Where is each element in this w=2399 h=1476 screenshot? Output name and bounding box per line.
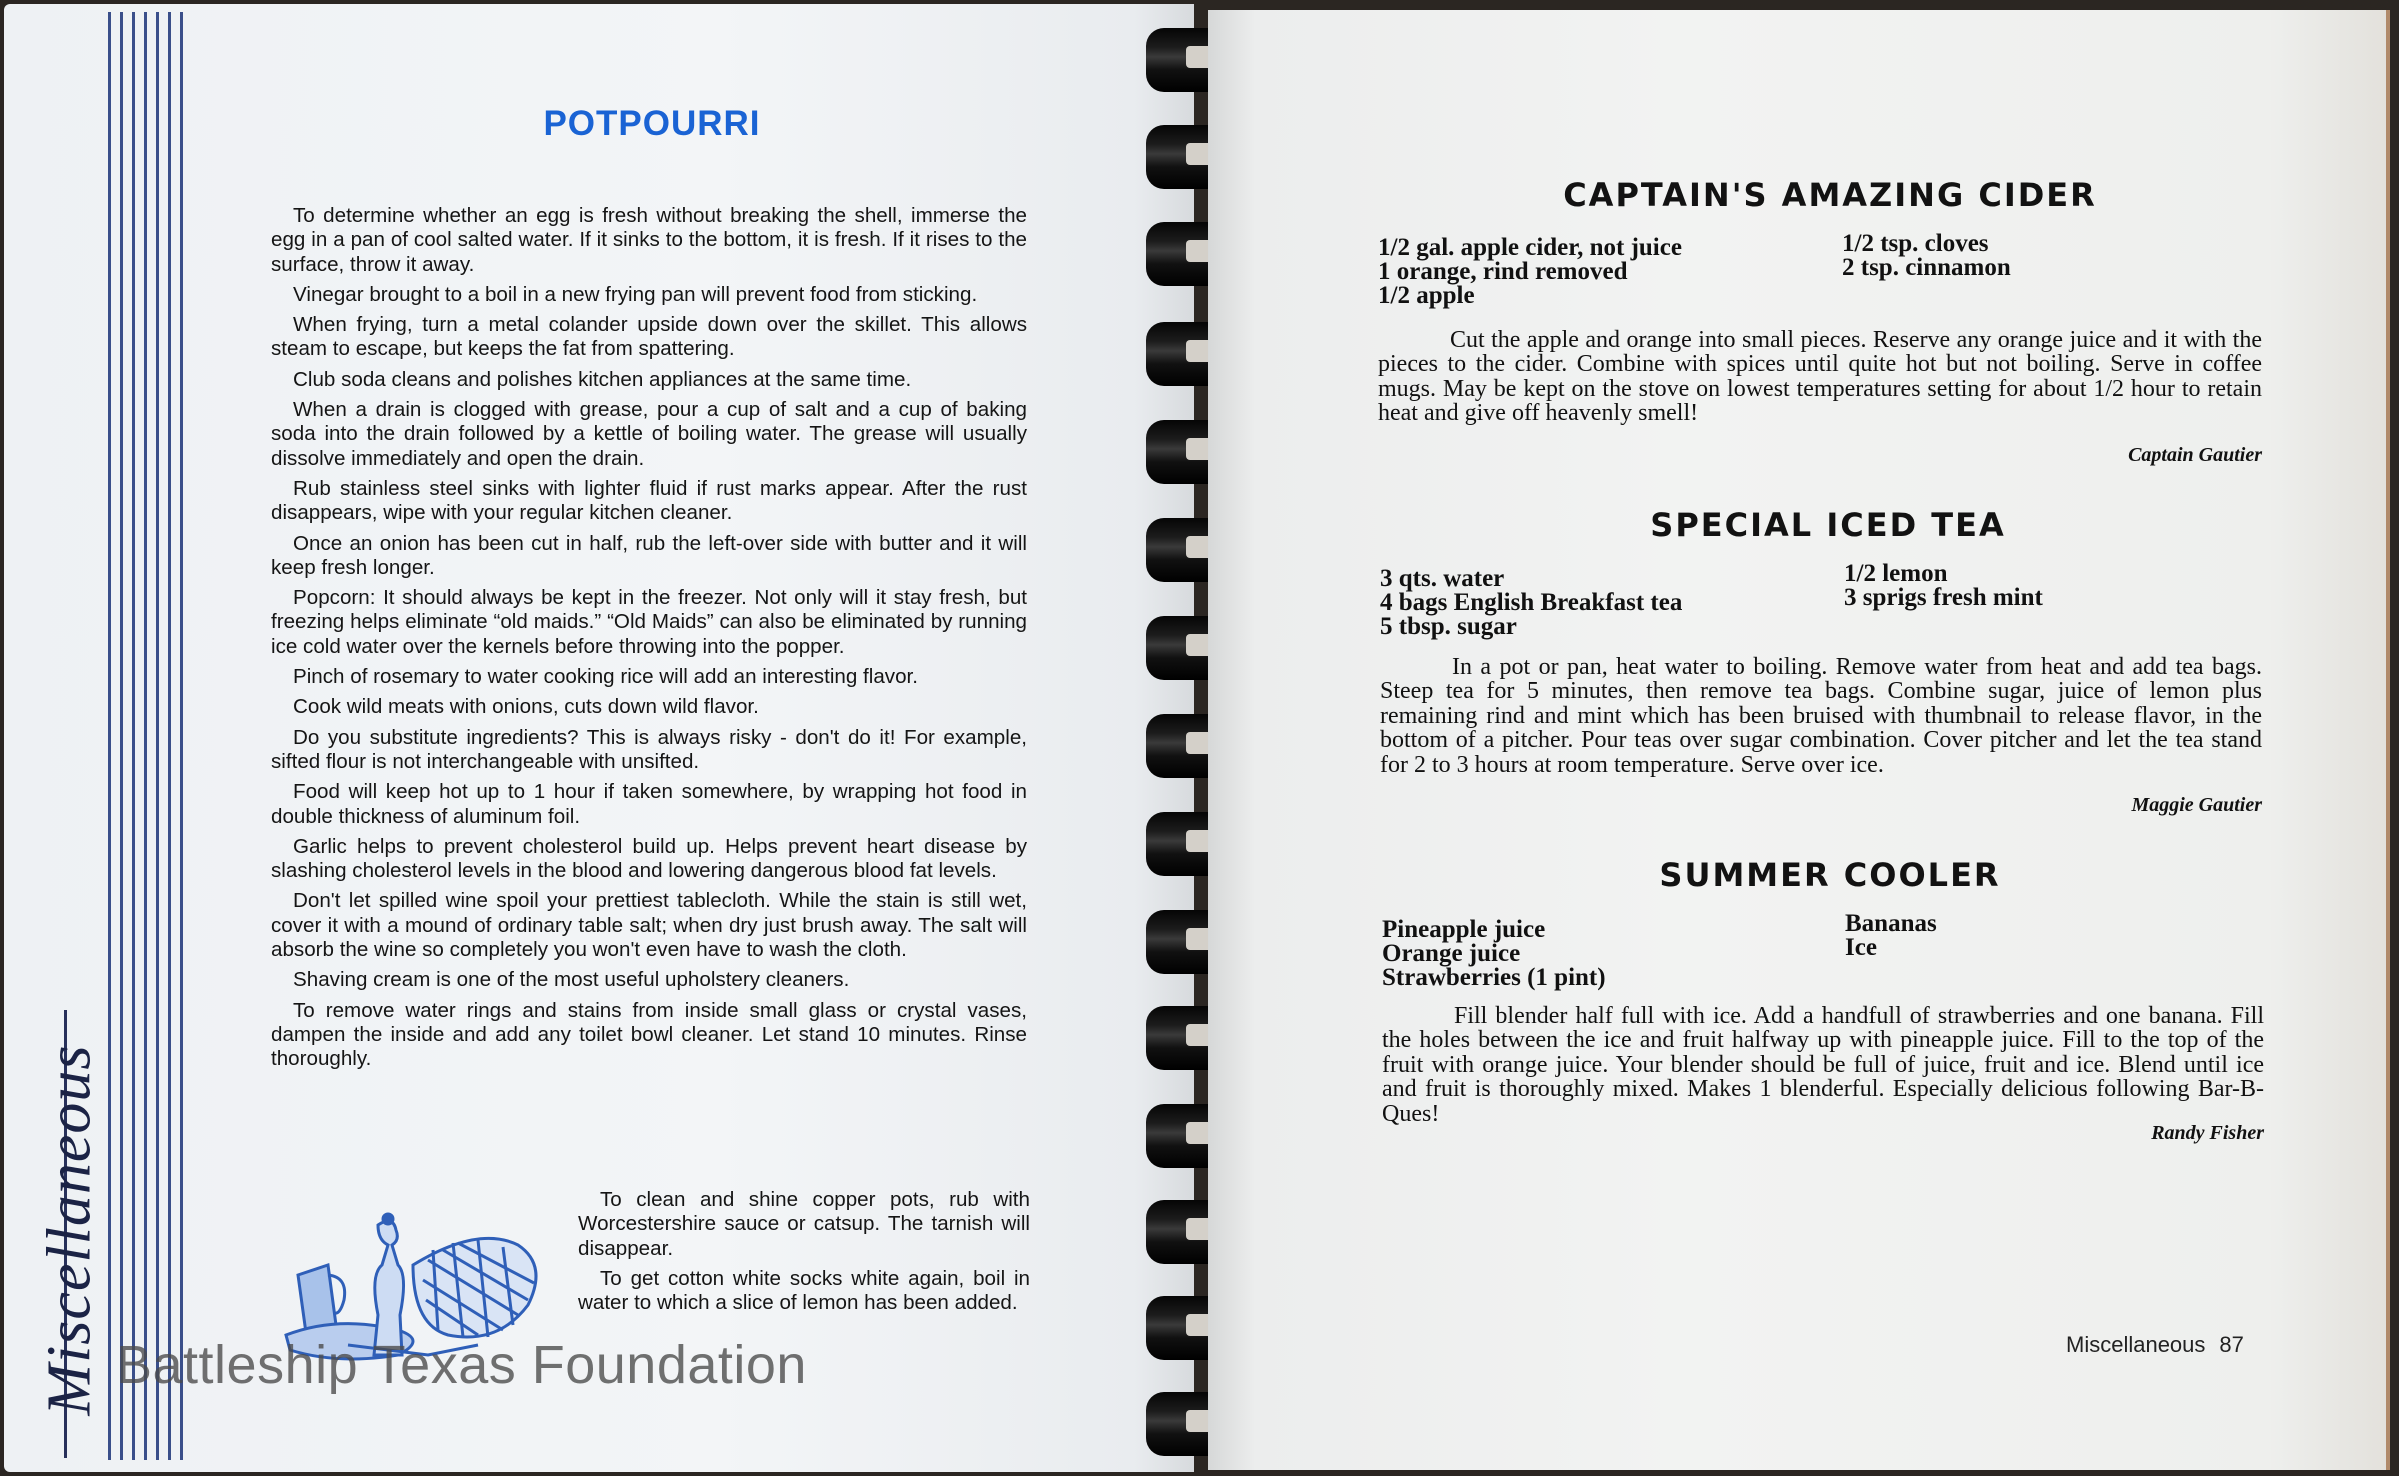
ingredients-left [1378, 236, 1682, 308]
ingredient: 1 orange, rind removed [1378, 258, 1628, 285]
recipe-title: SPECIAL ICED TEA [1650, 506, 2006, 544]
ingredient: Ice [1845, 934, 1877, 961]
ingredient: Pineapple juice [1382, 916, 1546, 943]
decorative-stripes [108, 12, 192, 1460]
watermark: Battleship Texas Foundation [116, 1335, 807, 1395]
tip-item: To get cotton white socks white again, boil in water to which a slice of lemon has been added. [578, 1266, 1030, 1315]
tip-item: Don't let spilled wine spoil your prettiest tablecloth. While the stain is still wet, cover it with a mound of ordinary table salt; when dry just brush away. The salt will absorb the wine so completely you won't even have to wash the cloth. [271, 889, 1027, 962]
tip-item: Garlic helps to prevent cholesterol build up. Helps prevent heart disease by slashing cholesterol levels in the blood and lowering dangerous blood fat levels. [271, 834, 1027, 883]
side-tab [34, 1010, 106, 1450]
tip-item: Do you substitute ingredients? This is always risky - don't do it! For example, sifted flour is not interchangeable with unsifted. [271, 725, 1027, 773]
tip-item: Popcorn: It should always be kept in the freezer. Not only will it stay fresh, but freezing helps eliminate “old maids.” “Old Maids” can also be eliminated by running ice cold water over the kernels before throwing into the popper. [271, 586, 1027, 658]
tip-item: To remove water rings and stains from inside small glass or crystal vases, dampen the inside and add any toilet bowl cleaner. Let stand 10 minutes. Rinse thoroughly. [271, 998, 1027, 1071]
ingredient: 5 tbsp. sugar [1380, 613, 1517, 640]
ingredient: 1/2 tsp. cloves [1842, 230, 1989, 257]
tip-item: Cook wild meats with onions, cuts down wild flavor. [293, 695, 759, 719]
tip-item: Food will keep hot up to 1 hour if taken somewhere, by wrapping hot food in double thickness of aluminum foil. [271, 780, 1027, 828]
tip-item: Once an onion has been cut in half, rub the left-over side with butter and it will keep fresh longer. [271, 531, 1027, 579]
ingredient: Strawberries (1 pint) [1382, 964, 1606, 991]
tip-item: Shaving cream is one of the most useful upholstery cleaners. [293, 968, 850, 992]
page-number: 87 [2219, 1332, 2244, 1357]
tips-list [271, 204, 1027, 1078]
page-title: POTPOURRI [543, 104, 761, 143]
recipe-title: SUMMER COOLER [1659, 856, 2001, 894]
ingredient: 1/2 gal. apple cider, not juice [1378, 234, 1682, 261]
tip-item: When a drain is clogged with grease, pour a cup of salt and a cup of baking soda into the drain followed by a kettle of boiling water. The grease will usually dissolve immediately and open the drain. [271, 398, 1027, 470]
tip-item: When frying, turn a metal colander upside down over the skillet. This allows steam to escape, but keeps the fat from spattering. [271, 313, 1027, 361]
ingredient: 2 tsp. cinnamon [1842, 254, 2011, 281]
tip-item: Rub stainless steel sinks with lighter fluid if rust marks appear. After the rust disappears, wipe with your regular kitchen cleaner. [271, 476, 1027, 525]
tip-item: To clean and shine copper pots, rub with Worcestershire sauce or catsup. The tarnish will disappear. [578, 1188, 1030, 1260]
ingredients-right [1844, 562, 2043, 610]
page-footer [2066, 1332, 2244, 1358]
recipe-method: Fill blender half full with ice. Add a handfull of strawberries and one banana. Fill the holes between the ice and fruit halfway up with pineapple juice. Fill to the top of the fruit with orange juice. Your blender should be full of juice, fruit and ice. Blend until ice and fruit is thoroughly mixed. Makes 1 blenderful. Especially delicious following Bar-B-Ques! [1382, 1003, 2264, 1127]
tip-item: Club soda cleans and polishes kitchen appliances at the same time. [293, 367, 912, 391]
ingredients-left [1382, 918, 1606, 990]
footer-section: Miscellaneous [2066, 1332, 2206, 1357]
recipe-method: Cut the apple and orange into small pieces. Reserve any orange juice and it with the pieces to the cider. Combine with spices until quite hot but not boiling. Serve in coffee mugs. May be kept on the stove on lowest temperatures setting for about 1/2 hour to retain heat and give off heavenly smell! [1378, 327, 2262, 427]
recipe-author: Maggie Gautier [2131, 794, 2262, 816]
ingredients-left [1380, 567, 1682, 639]
tip-item: Pinch of rosemary to water cooking rice will add an interesting flavor. [293, 665, 918, 689]
tip-item: Vinegar brought to a boil in a new frying pan will prevent food from sticking. [293, 282, 978, 306]
ingredient: Orange juice [1382, 940, 1521, 967]
tip-item: To determine whether an egg is fresh without breaking the shell, immerse the egg in a pan of cool salted water. If it sinks to the bottom, it is fresh. If it rises to the surface, throw it away. [271, 204, 1027, 276]
recipe-author: Captain Gautier [2128, 444, 2262, 466]
ingredient: 4 bags English Breakfast tea [1380, 589, 1683, 616]
ingredient: Bananas [1845, 910, 1937, 937]
ingredients-right [1845, 912, 1937, 960]
ingredient: 1/2 apple [1378, 282, 1475, 309]
ingredient: 3 sprigs fresh mint [1844, 584, 2043, 611]
tips-list-bottom [578, 1188, 1030, 1321]
recipe-method: In a pot or pan, heat water to boiling. Remove water from heat and add tea bags. Steep tea for 5 minutes, then remove tea bags. Combine sugar, juice of lemon plus remaining rind and mint which has been bruised with thumbnail to release flavor, in the bottom of a pitcher. Pour teas over sugar combination. Cover pitcher and let the tea stand for 2 to 3 hours at room temperature. Serve over ice. [1380, 654, 2262, 778]
ingredient: 3 qts. water [1380, 565, 1505, 592]
ingredient: 1/2 lemon [1844, 560, 1948, 587]
recipe-author: Randy Fisher [2151, 1122, 2264, 1144]
side-tab-label: Miscellaneous [35, 1044, 104, 1416]
ingredients-right [1842, 232, 2011, 280]
recipe-title: CAPTAIN'S AMAZING CIDER [1563, 176, 2097, 214]
